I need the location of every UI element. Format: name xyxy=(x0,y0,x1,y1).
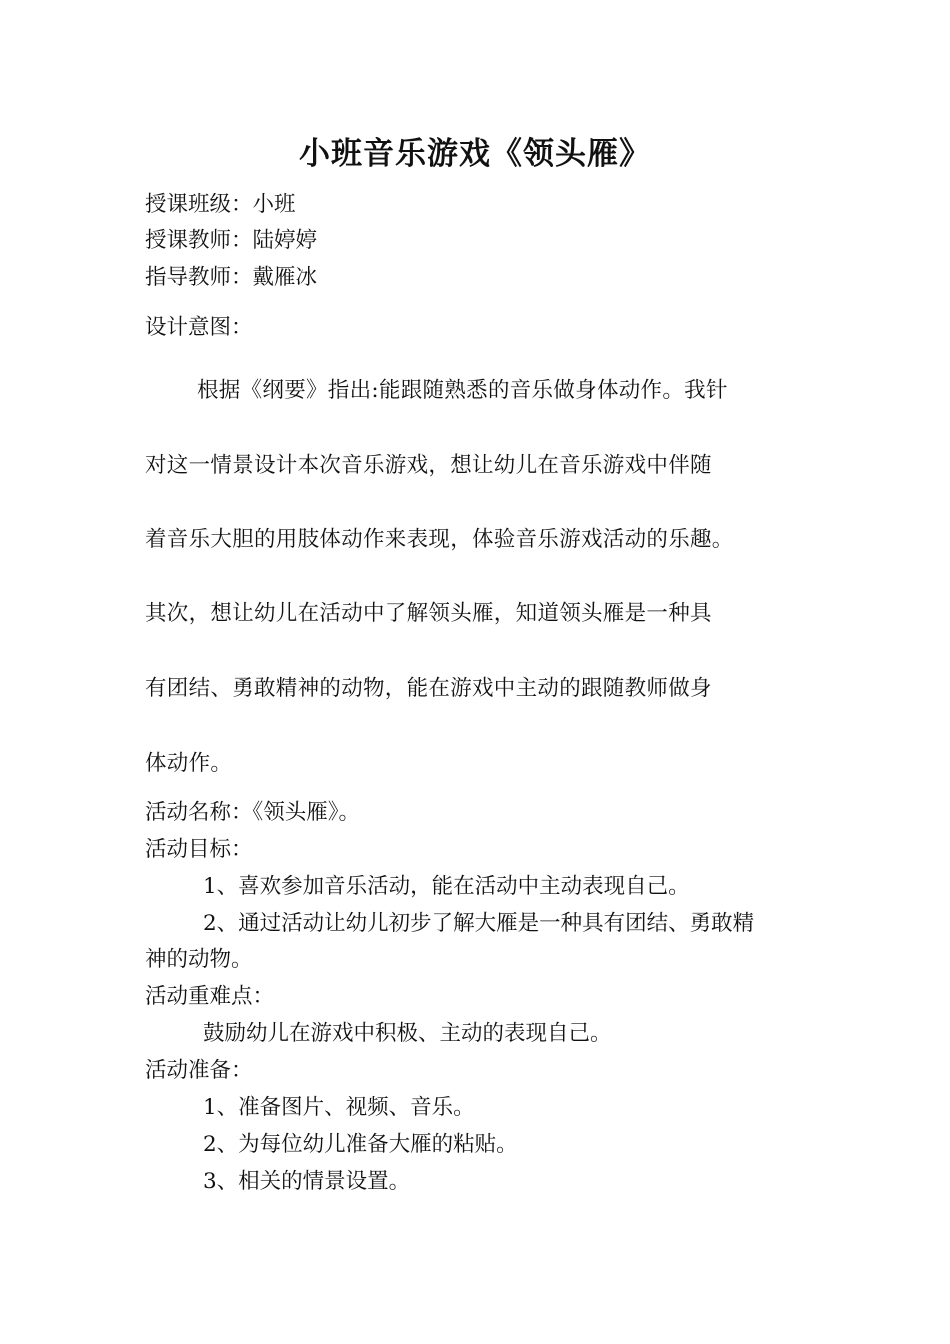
activity-prep-2: 2、为每位幼儿准备大雁的粘贴。 xyxy=(203,1132,518,1157)
design-line: 其次，想让幼儿在活动中了解领头雁，知道领头雁是一种具 xyxy=(145,601,712,626)
meta-class: 授课班级：小班 xyxy=(145,192,296,217)
design-line: 根据《纲要》指出:能跟随熟悉的音乐做身体动作。我针 xyxy=(197,378,728,403)
activity-prep-heading: 活动准备： xyxy=(145,1058,253,1083)
activity-prep-1: 1、准备图片、视频、音乐。 xyxy=(203,1095,475,1120)
activity-goal-1: 1、喜欢参加音乐活动，能在活动中主动表现自己。 xyxy=(203,874,690,899)
activity-goal-2-line-1: 2、通过活动让幼儿初步了解大雁是一种具有团结、勇敢精 xyxy=(203,911,755,936)
activity-prep-3: 3、相关的情景设置。 xyxy=(203,1169,411,1194)
meta-advisor: 指导教师：戴雁冰 xyxy=(145,265,318,290)
design-line: 有团结、勇敢精神的动物，能在游戏中主动的跟随教师做身 xyxy=(145,676,712,701)
activity-key-heading: 活动重难点： xyxy=(145,984,275,1009)
design-line: 对这一情景设计本次音乐游戏，想让幼儿在音乐游戏中伴随 xyxy=(145,453,712,478)
design-line: 着音乐大胆的用肢体动作来表现，体验音乐游戏活动的乐趣。 xyxy=(145,527,734,552)
design-line: 体动作。 xyxy=(145,751,233,776)
activity-key-text: 鼓励幼儿在游戏中积极、主动的表现自己。 xyxy=(203,1021,612,1046)
design-heading: 设计意图： xyxy=(145,315,253,340)
activity-name: 活动名称：《领头雁》。 xyxy=(145,800,361,825)
activity-goals-heading: 活动目标： xyxy=(145,837,253,862)
page-title: 小班音乐游戏《领头雁》 xyxy=(299,136,651,172)
activity-goal-2-line-2: 神的动物。 xyxy=(145,947,253,972)
meta-teacher: 授课教师：陆婷婷 xyxy=(145,228,318,253)
